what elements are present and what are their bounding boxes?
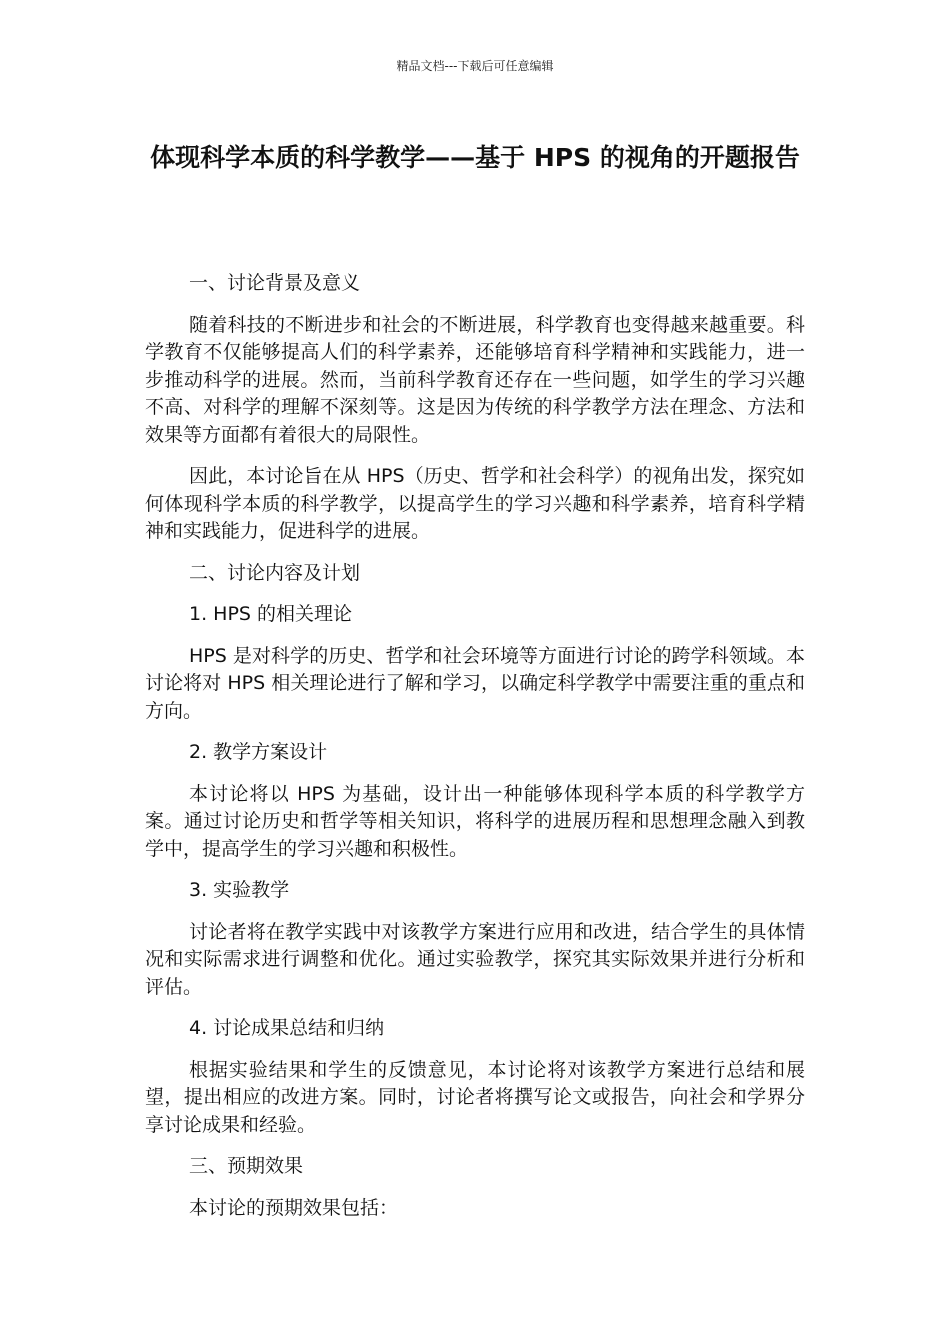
subheading-experimental-teaching: 3. 实验教学 xyxy=(189,879,290,901)
document-body xyxy=(145,270,805,1236)
paragraph-purpose: 因此，本讨论旨在从 HPS（历史、哲学和社会科学）的视角出发，探究如何体现科学本质的科学教学，以提高学生的学习兴趣和科学素养，培育科学精神和实践能力，促进科学的进展。 xyxy=(145,465,805,542)
subheading-hps-theory: 1. HPS 的相关理论 xyxy=(189,603,353,625)
paragraph-hps-theory: HPS 是对科学的历史、哲学和社会环境等方面进行讨论的跨学科领域。本讨论将对 HPS 相关理论进行了解和学习，以确定科学教学中需要注重的重点和方向。 xyxy=(145,644,805,722)
section-heading-2: 二、讨论内容及计划 xyxy=(189,561,361,584)
section-heading-1: 一、讨论背景及意义 xyxy=(189,272,361,294)
subheading-teaching-plan: 2. 教学方案设计 xyxy=(189,741,328,763)
paragraph-expected-effects: 本讨论的预期效果包括： xyxy=(189,1196,399,1219)
section-heading-3: 三、预期效果 xyxy=(189,1155,304,1177)
document-title: 体现科学本质的科学教学——基于 HPS 的视角的开题报告 xyxy=(150,143,800,172)
header-note: 精品文档---下载后可任意编辑 xyxy=(396,59,554,73)
paragraph-background: 随着科技的不断进步和社会的不断进展，科学教育也变得越来越重要。科学教育不仅能够提高人们的科学素养，还能够培育科学精神和实践能力，进一步推动科学的进展。然而，当前科学教育还存在一些问题，如学生的学习兴趣不高、对科学的理解不深刻等。这是因为传统的科学教学方法在理念、方法和效果等方面都有着很大的局限性。 xyxy=(145,313,805,446)
paragraph-experimental-teaching: 讨论者将在教学实践中对该教学方案进行应用和改进，结合学生的具体情况和实际需求进行调整和优化。通过实验教学，探究其实际效果并进行分析和评估。 xyxy=(145,920,805,998)
paragraph-teaching-plan: 本讨论将以 HPS 为基础，设计出一种能够体现科学本质的科学教学方案。通过讨论历史和哲学等相关知识，将科学的进展历程和思想理念融入到教学中，提高学生的学习兴趣和积极性。 xyxy=(145,782,805,860)
subheading-summary: 4. 讨论成果总结和归纳 xyxy=(189,1017,385,1039)
paragraph-summary: 根据实验结果和学生的反馈意见，本讨论将对该教学方案进行总结和展望，提出相应的改进方案。同时，讨论者将撰写论文或报告，向社会和学界分享讨论成果和经验。 xyxy=(145,1058,805,1136)
